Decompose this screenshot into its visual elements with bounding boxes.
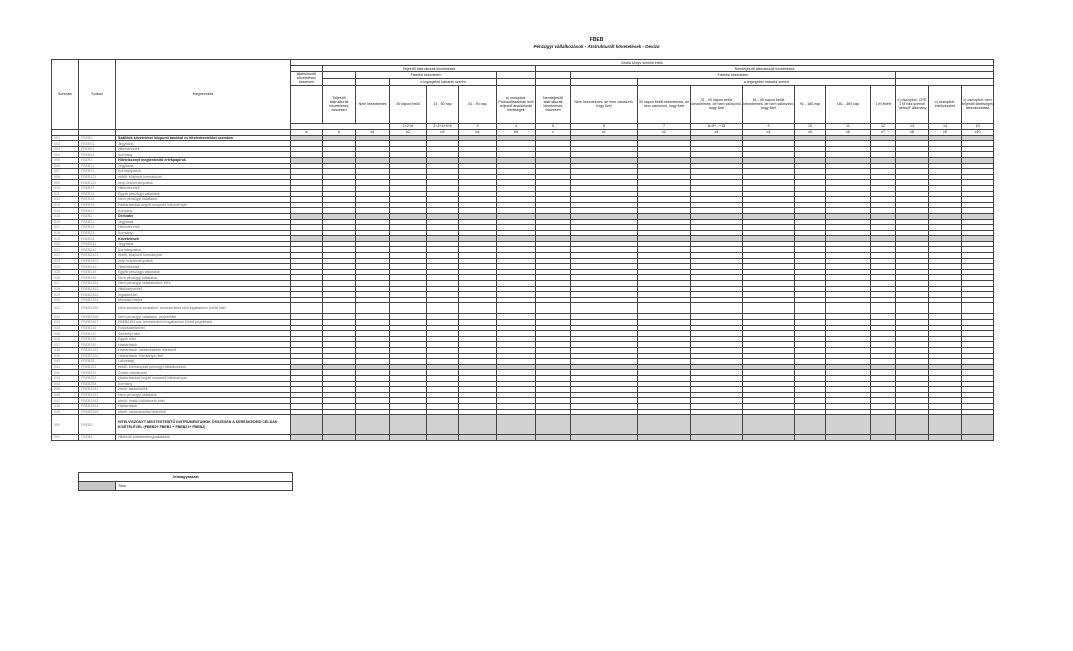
formula-cell: 11 — [826, 123, 871, 129]
value-cell — [826, 415, 871, 435]
row-label: Ingatlanhitel — [116, 292, 291, 298]
row-code: FBEB243 — [79, 264, 116, 270]
row-code: FBEB23 — [79, 230, 116, 236]
row-code: FBEB242 — [79, 247, 116, 253]
row-label: Hitelintézetek — [116, 225, 291, 231]
value-cell — [871, 435, 896, 441]
header-rowcode: Sorkód — [79, 60, 116, 130]
row-number: 049 — [52, 409, 79, 415]
header-empty-i — [536, 78, 571, 85]
row-code: FBEB2457 — [79, 320, 116, 326]
header-bucket-nonperf: a legregebbi hátralék szerint — [638, 78, 896, 85]
value-cell — [826, 303, 871, 314]
header-n61-90: 61 - 90 napon belüli késedelmes, de nem valószínű, hogy fizet — [743, 85, 795, 123]
formula-cell: 1=2+6 — [390, 123, 427, 129]
header-empty-j — [571, 78, 638, 85]
header-unlikely: Nem késedelmes, de nem valószínű, hogy fizet — [571, 85, 638, 123]
header-restr-exposure: c) oszlopból: nem teljesítő kitettségek átstrukturálása — [962, 85, 994, 123]
column-letter: c2 — [638, 129, 691, 135]
row-number: 017 — [52, 225, 79, 231]
row-code: FBEB21 — [79, 219, 116, 225]
legend-title: Jelmagyarázat — [79, 473, 293, 482]
row-code: FBEB1 — [79, 157, 116, 163]
row-number: 005 — [52, 157, 79, 163]
row-label: Jegybank — [116, 163, 291, 169]
column-letter: b4 — [459, 129, 497, 135]
row-code: FBEB2455 — [79, 303, 116, 314]
row-code: FBEB2453 — [79, 292, 116, 298]
row-label: Háztartásokat segítő nonprofit intézmények — [116, 202, 291, 208]
row-number: 016 — [52, 219, 79, 225]
header-empty-b — [323, 72, 356, 79]
value-cell — [390, 415, 427, 435]
row-code: FBEB241 — [79, 241, 116, 247]
header-total-nonperf: Nemteljesítő átstrukturált követelések összesen — [536, 85, 571, 123]
row-code: FBEB251 — [79, 364, 116, 370]
value-cell — [323, 303, 356, 314]
formula-cell: 9 — [743, 123, 795, 129]
value-cell — [323, 435, 356, 441]
row-label: HITELVISZONYT MEGTESTESÍTŐ INSTRUMENTUMOK ÖSSZESEN A KERESKEDÉSI CÉLÚAK KIVÉTELÉVEL (FBEB0+ FBEB1 + FBEB21+ FBEB2) — [116, 415, 291, 435]
row-number: 006 — [52, 163, 79, 169]
value-cell — [323, 415, 356, 435]
header-d61-90: 61 - 90 nap — [459, 85, 497, 123]
value-cell — [571, 415, 638, 435]
value-cell — [691, 303, 743, 314]
value-cell — [427, 303, 459, 314]
row-number: 029 — [52, 292, 79, 298]
value-cell — [896, 435, 929, 441]
row-number: 039 — [52, 353, 79, 359]
row-label: Hitelintézetek — [116, 146, 291, 152]
table-row — [52, 303, 994, 314]
value-cell — [497, 415, 536, 435]
row-number: 003 — [52, 146, 79, 152]
header-empty-g — [356, 78, 390, 85]
row-code: FBEB01 — [79, 141, 116, 147]
row-label: Nem szokásos kínálatból: kereskedelmi célú ingatlanhoz kötött hitel — [116, 303, 291, 314]
value-cell — [826, 435, 871, 441]
header-empty-k — [896, 78, 994, 85]
row-number: 040 — [52, 359, 79, 365]
row-label: Lakossági — [116, 359, 291, 365]
row-label: Kormány — [116, 230, 291, 236]
row-number: 042 — [52, 370, 79, 376]
row-code: FBEB2542 — [79, 392, 116, 398]
row-label: Műszaki hitelek — [116, 297, 291, 303]
header-restructured-performing: Teljesítő átstrukturált követelések — [323, 66, 536, 72]
value-cell — [743, 303, 795, 314]
column-letter: c4 — [743, 129, 795, 135]
row-number: 023 — [52, 258, 79, 264]
row-number: 050 — [52, 415, 79, 435]
table-body — [52, 135, 994, 440]
column-letter: c10 — [962, 129, 994, 135]
value-cell — [291, 435, 323, 441]
value-cell — [638, 303, 691, 314]
row-number: 010 — [52, 185, 79, 191]
value-cell — [291, 415, 323, 435]
row-label: FBEB2452 sor: kereskedelmi ingatlanhoz kötött projekthitel — [116, 320, 291, 326]
row-label: Nem pénzügyi vállalatokból: KKV — [116, 281, 291, 287]
column-letter: b3 — [427, 129, 459, 135]
row-number: 011 — [52, 191, 79, 197]
row-label: Hitelintézetek — [116, 264, 291, 270]
value-cell — [536, 435, 571, 441]
header-empty-c — [497, 72, 536, 79]
column-letter: c6 — [826, 129, 871, 135]
row-label: Nem pénzügyi vállalatok: projekthitel — [116, 314, 291, 320]
header-pay-delay-nonperf: Fizetési késedelem — [571, 72, 896, 79]
row-number: 048 — [52, 403, 79, 409]
header-serial: Sorszám — [52, 60, 79, 130]
row-code: FBEB245 — [79, 275, 116, 281]
row-label: Kormány — [116, 208, 291, 214]
formula-cell: 14 — [929, 123, 962, 129]
row-number: 001 — [52, 135, 79, 141]
row-code: FBEB2544 — [79, 403, 116, 409]
header-d30: 30 napon belül — [390, 85, 427, 123]
column-letter: c7 — [871, 129, 896, 135]
row-number: 019 — [52, 236, 79, 242]
column-letter: b5 — [497, 129, 536, 135]
row-code: FBEB249 — [79, 342, 116, 348]
row-label: helyi önkormányzatok — [116, 258, 291, 264]
row-label: Egyéb hitel — [116, 336, 291, 342]
row-label: Folyószámlahitel — [116, 325, 291, 331]
column-letter: b1 — [356, 129, 390, 135]
row-label: ebből: lakásvásárlás hiteleiből — [116, 409, 291, 415]
row-label: Háztartások: hitelkártya hitel — [116, 353, 291, 359]
row-code: FBEB03 — [79, 152, 116, 158]
row-label: Követelések — [116, 236, 291, 242]
column-letter: c3 — [691, 129, 743, 135]
value-cell — [962, 415, 994, 435]
column-letter: c5 — [795, 129, 826, 135]
row-code: FBEB244 — [79, 269, 116, 275]
row-code: FBEB2451 — [79, 281, 116, 287]
row-code: FBEB2422 — [79, 258, 116, 264]
value-cell — [962, 303, 994, 314]
row-code: FBEB121 — [79, 174, 116, 180]
row-label: ebből: lakáshitelek — [116, 387, 291, 393]
value-cell — [795, 435, 826, 441]
row-label: Kormány — [116, 381, 291, 387]
value-cell — [356, 435, 390, 441]
value-cell — [459, 435, 497, 441]
legend-table — [78, 472, 293, 491]
row-code: FBEB2452 — [79, 286, 116, 292]
row-code: FBEB0 — [79, 135, 116, 141]
row-label: Önálló vállalkozók — [116, 370, 291, 376]
row-code: FBEB4 — [79, 435, 116, 441]
row-code: FBEB246 — [79, 325, 116, 331]
value-cell — [896, 415, 929, 435]
row-code: FBEB02 — [79, 146, 116, 152]
formula-cell: 13 — [896, 123, 929, 129]
value-cell — [390, 435, 427, 441]
row-number: 036 — [52, 336, 79, 342]
row-code: FBEB15 — [79, 197, 116, 203]
row-label: Egyéb pénzügyi vállalatok — [116, 269, 291, 275]
row-code: FBEB253 — [79, 375, 116, 381]
row-label: Háztartások — [116, 342, 291, 348]
row-code: FBEB14 — [79, 191, 116, 197]
row-label: Nem pénzügyi vállalatok — [116, 197, 291, 203]
value-cell — [929, 415, 962, 435]
row-label: Egyéb pénzügyi vállalatok — [116, 191, 291, 197]
value-cell — [497, 435, 536, 441]
row-label: Háztartásokat segítő nonprofit intézmények — [116, 375, 291, 381]
row-number: 030 — [52, 297, 79, 303]
value-cell — [536, 415, 571, 435]
formula-cell: 8=9+...+15 — [691, 123, 743, 129]
value-cell — [497, 303, 536, 314]
header-n31-90: 31 - 90 napon belüli késedelmes, de nem valószínű, hogy fizet — [691, 85, 743, 123]
header-nonperforming: Nemteljesítő átstrukturált követelések — [536, 66, 994, 72]
row-code: FBEB2492 — [79, 353, 116, 359]
row-code: FBEB2421 — [79, 253, 116, 259]
row-number: 008 — [52, 174, 79, 180]
row-label: ebből: kormányzati pénzügyi vállalkozások — [116, 364, 291, 370]
header-impaired: c) oszlopból: értékvesztett — [929, 85, 962, 123]
row-number: 009 — [52, 180, 79, 186]
row-number: 022 — [52, 253, 79, 259]
row-number: 026 — [52, 275, 79, 281]
data-table — [51, 59, 994, 441]
column-letter: c8 — [896, 129, 929, 135]
value-cell — [795, 303, 826, 314]
row-label: ebből: önálló vállalkozók hitel — [116, 398, 291, 404]
column-letter: b — [323, 129, 356, 135]
value-cell — [871, 303, 896, 314]
row-label: Szállítók követelései központi bankkal és hitelintézetekkel szemben — [116, 135, 291, 141]
value-cell — [459, 415, 497, 435]
row-number: 045 — [52, 387, 79, 393]
row-number: 018 — [52, 230, 79, 236]
row-label: ebből: központi kormányzat — [116, 253, 291, 259]
value-cell — [743, 415, 795, 435]
row-number: 004 — [52, 152, 79, 158]
header-empty-e — [896, 72, 994, 79]
value-cell — [427, 415, 459, 435]
value-cell — [871, 415, 896, 435]
header-not-delayed: Nem késedelmes — [356, 85, 390, 123]
row-number: 044 — [52, 381, 79, 387]
value-cell — [638, 435, 691, 441]
row-label: Személyi hitel — [116, 331, 291, 337]
row-number: 035 — [52, 331, 79, 337]
row-number: 015 — [52, 213, 79, 219]
value-cell — [356, 303, 390, 314]
row-number: 024 — [52, 264, 79, 270]
row-number: 031 — [52, 303, 79, 314]
value-cell — [390, 303, 427, 314]
row-code: FBEB17 — [79, 208, 116, 214]
header-empty-d — [536, 72, 571, 79]
row-code: FBEB2545 — [79, 409, 116, 415]
header-empty-l — [291, 85, 323, 123]
header-empty-h — [497, 78, 536, 85]
row-code: FBEB2 — [79, 213, 116, 219]
report-code: FBEB — [589, 37, 604, 43]
formula-cell: 6 — [571, 123, 638, 129]
legend-swatch — [79, 482, 116, 491]
header-d31-60: 31 - 60 nap — [427, 85, 459, 123]
value-cell — [962, 435, 994, 441]
row-code: FBEB11 — [79, 163, 116, 169]
row-label: Jegybank — [116, 241, 291, 247]
row-label: Hitelviszonyt megtestesítő értékpapírok — [116, 157, 291, 163]
row-label: Nem pénzügyi vállalatok — [116, 392, 291, 398]
row-label: ebből: központi kormányzat — [116, 174, 291, 180]
header-n91-180: 91 - 180 nap — [795, 85, 826, 123]
row-number: 007 — [52, 169, 79, 175]
row-number: 043 — [52, 375, 79, 381]
row-label: Hitelintézetek — [116, 185, 291, 191]
report-title-block — [0, 37, 1073, 49]
header-gross: Bruttó könyv szerinti érték — [291, 60, 994, 66]
row-label: Kormány — [116, 152, 291, 158]
value-cell — [638, 415, 691, 435]
row-number: 025 — [52, 269, 79, 275]
table-row — [52, 435, 994, 441]
row-label: Nem pénzügyi vállalatok — [116, 275, 291, 281]
row-code: FBEB12 — [79, 169, 116, 175]
row-number: 041 — [52, 364, 79, 370]
row-code: FBEB25 — [79, 359, 116, 365]
row-code: FBEB3 — [79, 415, 116, 435]
row-code: FBEB2541 — [79, 387, 116, 393]
row-number: 028 — [52, 286, 79, 292]
row-label: Hitelkártyahitel — [116, 286, 291, 292]
header-n1y: 1 év felett — [871, 85, 896, 123]
row-number: 051 — [52, 435, 79, 441]
value-cell — [795, 415, 826, 435]
value-cell — [896, 303, 929, 314]
header-total-restructured: Átstrukturált követelések összesen — [291, 72, 323, 86]
row-number: 038 — [52, 347, 79, 353]
formula-cell: 10 — [795, 123, 826, 129]
column-letter: c — [536, 129, 571, 135]
formula-cell: 15 — [962, 123, 994, 129]
row-number: 014 — [52, 208, 79, 214]
row-code: FBEB24 — [79, 236, 116, 242]
row-label: Kormányzatok — [116, 247, 291, 253]
value-cell — [571, 435, 638, 441]
formula-cell: 3 — [459, 123, 497, 129]
row-number: 021 — [52, 247, 79, 253]
row-code: FBEB2454 — [79, 297, 116, 303]
row-label: Kormányzatok — [116, 169, 291, 175]
value-cell — [291, 303, 323, 314]
value-cell — [356, 415, 390, 435]
value-cell — [571, 303, 638, 314]
row-code: FBEB122 — [79, 180, 116, 186]
row-number: 046 — [52, 392, 79, 398]
row-number: 013 — [52, 202, 79, 208]
row-code: FBEB2543 — [79, 398, 116, 404]
row-number: 020 — [52, 241, 79, 247]
value-cell — [691, 435, 743, 441]
row-number: 034 — [52, 325, 79, 331]
header-crr: c) oszlopból: CRR 178 cikk szerinti "default" állomány — [896, 85, 929, 123]
formula-cell: 2=3+4+5+6 — [427, 123, 459, 129]
row-code: FBEB2456 — [79, 314, 116, 320]
row-code: FBEB22 — [79, 225, 116, 231]
row-number: 033 — [52, 320, 79, 326]
value-cell — [691, 415, 743, 435]
formula-cell: 4 — [497, 123, 536, 129]
report-subtitle: Pénzügyi vállalkozások - Átstrukturált követelések - Deviza — [533, 44, 660, 49]
formula-cell: 12 — [871, 123, 896, 129]
legend-item: Tilos — [116, 482, 293, 491]
row-code: FBEB248 — [79, 336, 116, 342]
header-bucket-perf: a legregebbi hátralék szerint — [390, 78, 497, 85]
row-code: FBEB2491 — [79, 347, 116, 353]
formula-cell: 5 — [536, 123, 571, 129]
value-cell — [743, 435, 795, 441]
value-cell — [929, 303, 962, 314]
header-name: Megnevezés — [116, 60, 291, 130]
row-code: FBEB13 — [79, 185, 116, 191]
value-cell — [929, 435, 962, 441]
formula-cell: 7 — [638, 123, 691, 129]
row-label: Hitelezői kötelezettségvállalások — [116, 435, 291, 441]
row-number: 037 — [52, 342, 79, 348]
row-label: helyi önkormányzatok — [116, 180, 291, 186]
row-code: FBEB252 — [79, 370, 116, 376]
column-letter: b2 — [390, 129, 427, 135]
header-total-perf: Teljesítő átstrukturált követelések összesen — [323, 85, 356, 123]
row-code: FBEB254 — [79, 381, 116, 387]
row-label: Háztartások — [116, 403, 291, 409]
row-label: Jegybank — [116, 219, 291, 225]
column-letter: c1 — [571, 129, 638, 135]
header-pay-delay-perf: Fizetési késedelem — [356, 72, 497, 79]
row-number: 032 — [52, 314, 79, 320]
column-letter: c9 — [929, 129, 962, 135]
header-empty-f — [323, 78, 356, 85]
header-n181-365: 181 - 365 nap — [826, 85, 871, 123]
row-number: 002 — [52, 141, 79, 147]
column-letter: a — [291, 129, 323, 135]
header-probation: b) oszlopból: Próbaidőszakban lévő teljesítő átstrukturált kitettségek — [497, 85, 536, 123]
row-number: 027 — [52, 281, 79, 287]
row-number: 047 — [52, 398, 79, 404]
value-cell — [536, 303, 571, 314]
row-code: FBEB247 — [79, 331, 116, 337]
row-number: 012 — [52, 197, 79, 203]
value-cell — [459, 303, 497, 314]
row-label: Derivatív — [116, 213, 291, 219]
row-code: FBEB16 — [79, 202, 116, 208]
row-label: Jegybank — [116, 141, 291, 147]
value-cell — [427, 435, 459, 441]
row-label: Háztartások: lakásvásárlás hiteleiből — [116, 347, 291, 353]
table-row — [52, 415, 994, 435]
header-n30: 30 napon belüli késedelmes, de nem valószínű, hogy fizet — [638, 85, 691, 123]
